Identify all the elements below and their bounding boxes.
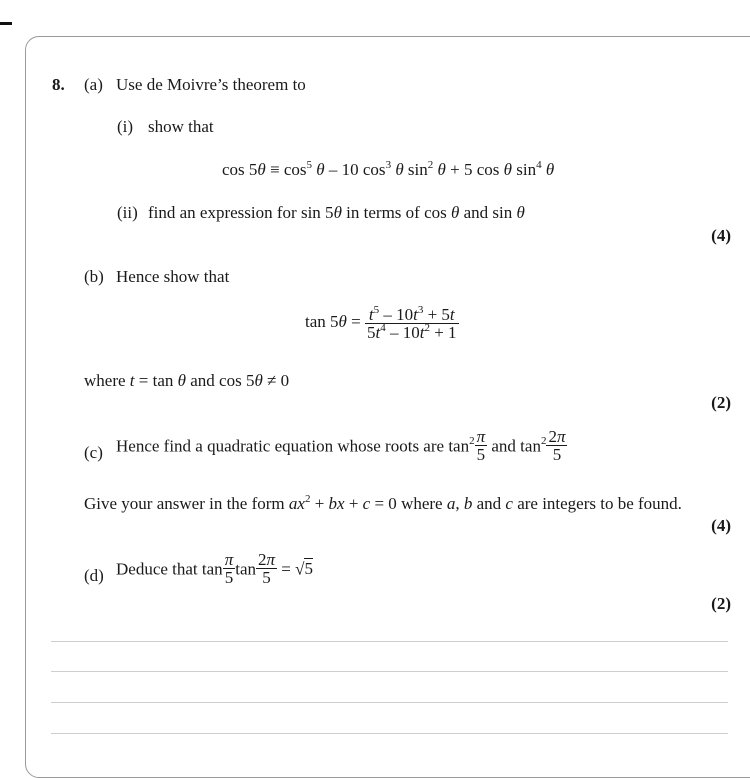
part-c-text: Hence find a quadratic equation whose roots are $\tan^2$ $\frac{\pi}{5}$ and $\tan^2$ $\frac{2\pi}{5}$ — [116, 427, 566, 464]
part-a-intro: Use de Moivre’s theorem to — [116, 75, 306, 94]
tan5theta-formula: tan 5θ = $\frac{t^5 - 10t^3 + 5t}{5t^4 - 10t^2 + 1}$ — [305, 304, 457, 342]
part-d-label: (d) — [84, 566, 104, 585]
answer-line[interactable] — [51, 671, 728, 672]
corner-mark — [0, 22, 12, 25]
part-d-marks: (2) — [711, 594, 731, 613]
part-a-label: (a) — [84, 75, 103, 94]
part-a-i-text: show that — [148, 117, 214, 136]
part-c-marks: (4) — [711, 516, 731, 535]
part-d-text: Deduce that tan $\frac{\pi}{5}$ tan $\frac{2\pi}{5}$ = √5 — [116, 550, 313, 587]
part-b-where: where t = tan θ and cos 5θ ≠ 0 — [84, 371, 290, 390]
part-b-marks: (2) — [711, 393, 731, 412]
part-a-ii-text: find an expression for sin 5θ in terms of cos θ and sin θ — [148, 203, 525, 222]
part-c-label: (c) — [84, 443, 103, 462]
part-a-marks: (4) — [711, 226, 731, 245]
part-c-instruction: Give your answer in the form $ax^2$ + bx + c = 0 where a, b and c are integers to be found. — [84, 493, 682, 513]
part-a-i-label: (i) — [117, 117, 134, 136]
part-b-label: (b) — [84, 267, 104, 286]
question-frame — [25, 36, 750, 778]
question-number: 8. — [52, 75, 65, 94]
answer-line[interactable] — [51, 641, 728, 642]
part-b-intro: Hence show that — [116, 267, 230, 286]
answer-line[interactable] — [51, 702, 728, 703]
de-moivre-identity: $\cos 5\theta \equiv \cos^5 \theta - 10$ $\cos^3 \theta$ $\sin^2 \theta + 5$ cos θ $\sin^4 \theta$ — [222, 159, 555, 179]
answer-line[interactable] — [51, 733, 728, 734]
part-a-ii-label: (ii) — [117, 203, 138, 222]
